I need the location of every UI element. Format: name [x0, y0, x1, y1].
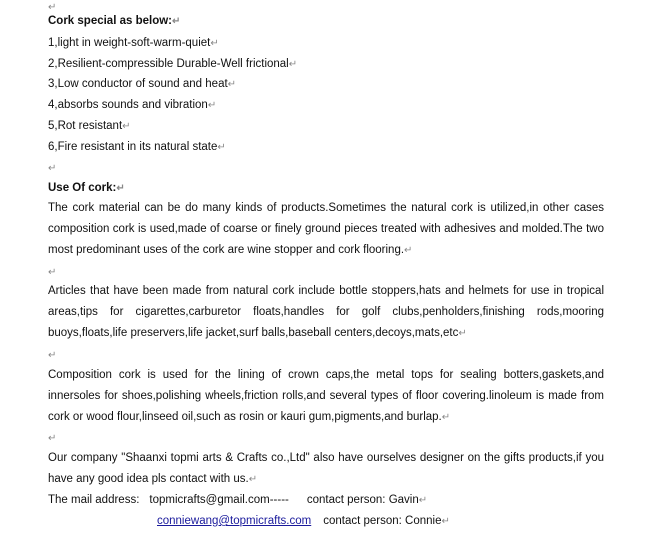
special-item: 2,Resilient-compressible Durable-Well frictional↵	[48, 58, 298, 70]
special-item: 5,Rot resistant↵	[48, 120, 131, 132]
contact-person-1: contact person: Gavin	[306, 494, 419, 506]
paragraph-cork-material: The cork material can be do many kinds of products.Sometimes the natural cork is utilized,in other cases composition cork is used,made of coarse or finely ground pieces treated with adhesives and molded.The two most predominant uses of the cork are wine stopper and cork flooring.↵	[48, 202, 604, 256]
paragraph-natural-cork-articles: Articles that have been made from natural cork include bottle stoppers,hats and helmets for use in tropical areas,tips for cigarettes,carburetor floats,handles for golf clubs,penholders,finishing rods,mooring buoys,floats,life preservers,life jacket,surf balls,baseball centers,decoys,mats,etc↵	[48, 285, 604, 339]
paragraph-company: Our company "Shaanxi topmi arts & Crafts co.,Ltd" also have ourselves designer on the gifts products,if you have any good idea pls contact with us.↵	[48, 452, 604, 485]
special-item: 6,Fire resistant in its natural state↵	[48, 141, 226, 153]
special-item: 1,light in weight-soft-warm-quiet↵	[48, 37, 219, 49]
contact-person-2: contact person: Connie	[323, 515, 442, 527]
specials-heading: Cork special as below:↵	[48, 15, 181, 27]
empty-line: ↵	[48, 350, 57, 361]
second-contact-line: conniewang@topmicrafts.com contact person: Connie↵	[157, 515, 450, 527]
special-item: 3,Low conductor of sound and heat↵	[48, 78, 237, 90]
empty-line: ↵	[48, 163, 57, 174]
empty-line: ↵	[48, 267, 57, 278]
use-heading: Use Of cork:↵	[48, 182, 125, 194]
special-item: 4,absorbs sounds and vibration↵	[48, 99, 217, 111]
email-link-2[interactable]: conniewang@topmicrafts.com	[157, 515, 312, 527]
email-address-1: topmicrafts@gmail.com-----	[149, 494, 289, 506]
paragraph-composition-cork: Composition cork is used for the lining of crown caps,the metal tops for sealing botters,gaskets,and innersoles for shoes,polishing wheels,friction rolls,and several types of floor covering.linoleum is made from cork or wood flour,linseed oil,such as rosin or kauri gum,pigments,and burlap.↵	[48, 369, 604, 423]
mail-label: The mail address:	[48, 494, 140, 506]
mail-address-line: The mail address: topmicrafts@gmail.com----- contact person: Gavin↵	[48, 494, 428, 506]
empty-line: ↵	[48, 2, 57, 13]
empty-line: ↵	[48, 433, 57, 444]
